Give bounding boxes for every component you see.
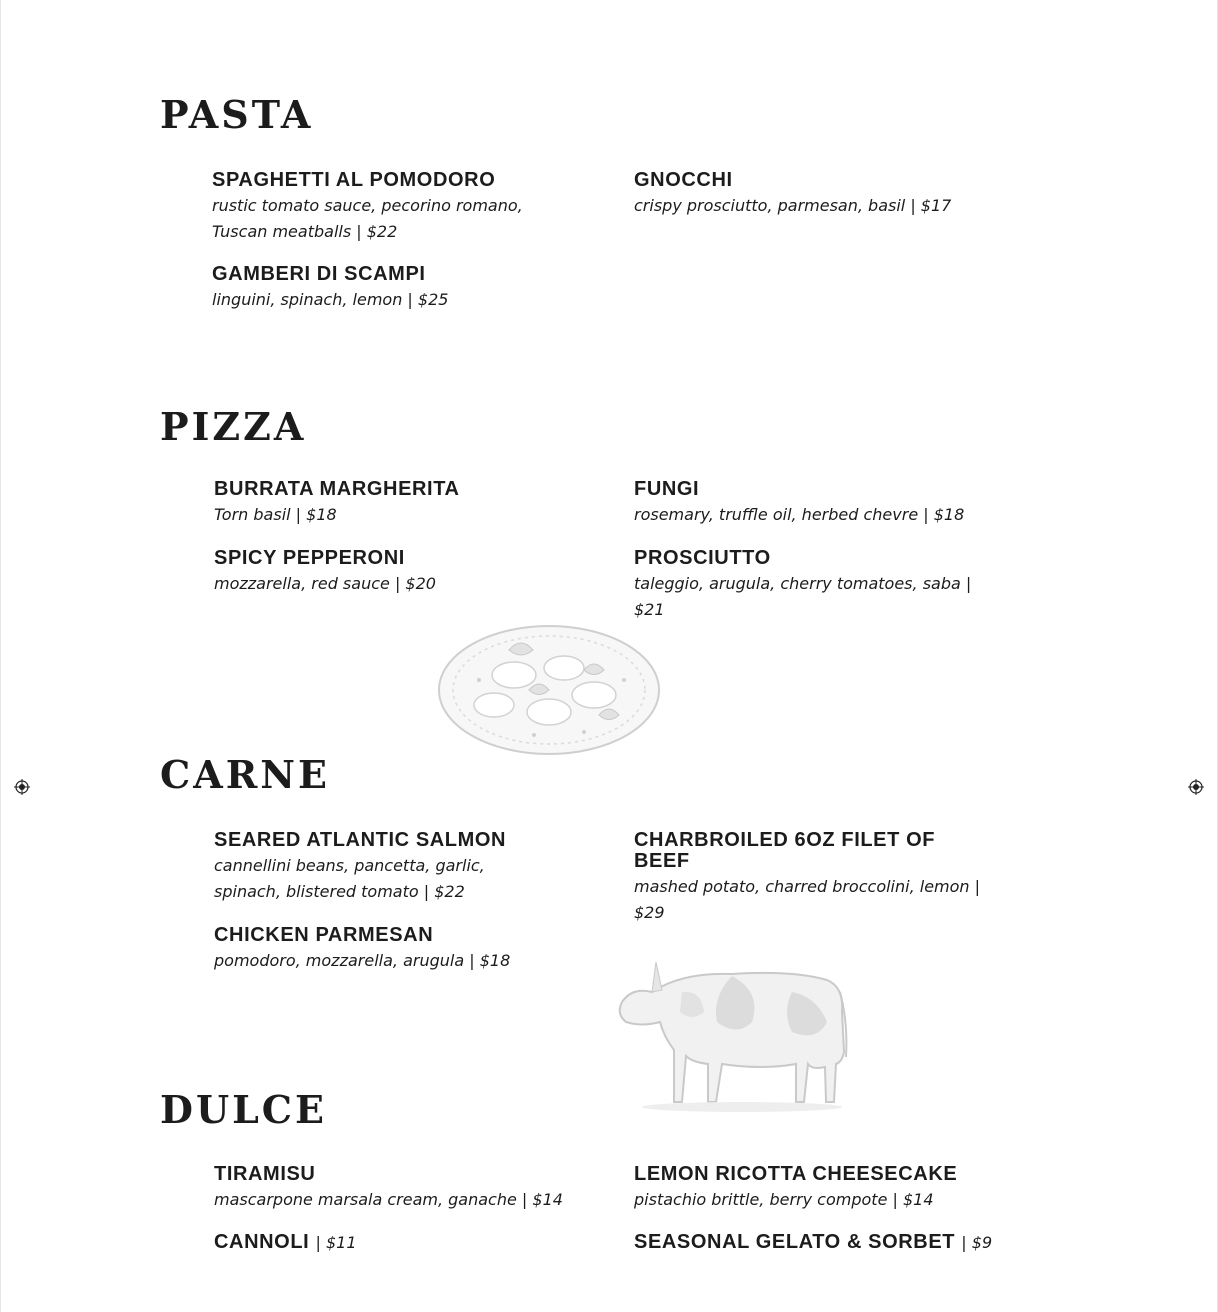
menu-item-cannoli (214, 1232, 589, 1253)
crosshair-registration-icon (14, 779, 30, 795)
item-description: mascarpone marsala cream, ganache | $14 (214, 1190, 563, 1209)
section-title-pasta: PASTA (160, 92, 314, 137)
menu-item-burrata-margherita (214, 479, 589, 528)
menu-item-fungi (634, 479, 1009, 528)
item-name: SEASONAL GELATO & SORBET (634, 1231, 956, 1253)
item-description: cannellini beans, pancetta, garlic, spinach, blistered tomato | $22 (214, 856, 485, 901)
item-description: rustic tomato sauce, pecorino romano, Tuscan meatballs | $22 (212, 196, 523, 241)
item-name: CHICKEN PARMESAN (214, 924, 434, 946)
item-name: CANNOLI (214, 1231, 310, 1253)
menu-item-lemon-ricotta-cheesecake (634, 1164, 1009, 1213)
menu-item-prosciutto (634, 548, 1009, 623)
section-title-dulce: DULCE (160, 1087, 328, 1132)
item-description: crispy prosciutto, parmesan, basil | $17 (634, 196, 952, 215)
item-name: BURRATA MARGHERITA (214, 478, 460, 500)
section-title-pizza: PIZZA (160, 404, 307, 449)
menu-item-tiramisu (214, 1164, 594, 1213)
menu-item-gnocchi (634, 170, 1009, 219)
item-price: | $9 (961, 1233, 993, 1252)
menu-item-spicy-pepperoni (214, 548, 589, 597)
item-description: pomodoro, mozzarella, arugula | $18 (214, 951, 511, 970)
item-name: SPICY PEPPERONI (214, 547, 405, 569)
menu-item-chicken-parmesan (214, 925, 589, 974)
item-name: GAMBERI DI SCAMPI (212, 263, 426, 285)
item-description: mashed potato, charred broccolini, lemon | $29 (634, 877, 981, 922)
item-name: CHARBROILED 6OZ FILET OF BEEF (634, 829, 936, 872)
item-name: PROSCIUTTO (634, 547, 771, 569)
item-name-with-price (214, 1232, 589, 1253)
menu-item-seared-salmon (214, 830, 589, 905)
cow-illustration-icon (612, 952, 852, 1117)
item-name: SEARED ATLANTIC SALMON (214, 829, 507, 851)
item-description: Torn basil | $18 (214, 505, 337, 524)
item-description: taleggio, arugula, cherry tomatoes, saba | $21 (634, 574, 972, 619)
pizza-illustration-icon (434, 620, 664, 760)
item-name: TIRAMISU (214, 1163, 316, 1185)
item-description: mozzarella, red sauce | $20 (214, 574, 436, 593)
menu-item-spaghetti (212, 170, 587, 245)
item-price: | $11 (315, 1233, 357, 1252)
item-name-with-price (634, 1232, 1014, 1253)
item-name: SPAGHETTI AL POMODORO (212, 169, 496, 191)
item-name: FUNGI (634, 478, 700, 500)
menu-item-seasonal-gelato (634, 1232, 1014, 1253)
menu-item-gamberi (212, 264, 587, 313)
item-name: GNOCCHI (634, 169, 733, 191)
item-description: linguini, spinach, lemon | $25 (212, 290, 449, 309)
section-title-carne: CARNE (160, 752, 331, 797)
page-edge-left (0, 0, 1, 1312)
item-description: rosemary, truffle oil, herbed chevre | $18 (634, 505, 965, 524)
item-name: LEMON RICOTTA CHEESECAKE (634, 1163, 958, 1185)
crosshair-registration-icon (1188, 779, 1204, 795)
menu-item-filet-of-beef (634, 830, 1004, 926)
item-description: pistachio brittle, berry compote | $14 (634, 1190, 934, 1209)
